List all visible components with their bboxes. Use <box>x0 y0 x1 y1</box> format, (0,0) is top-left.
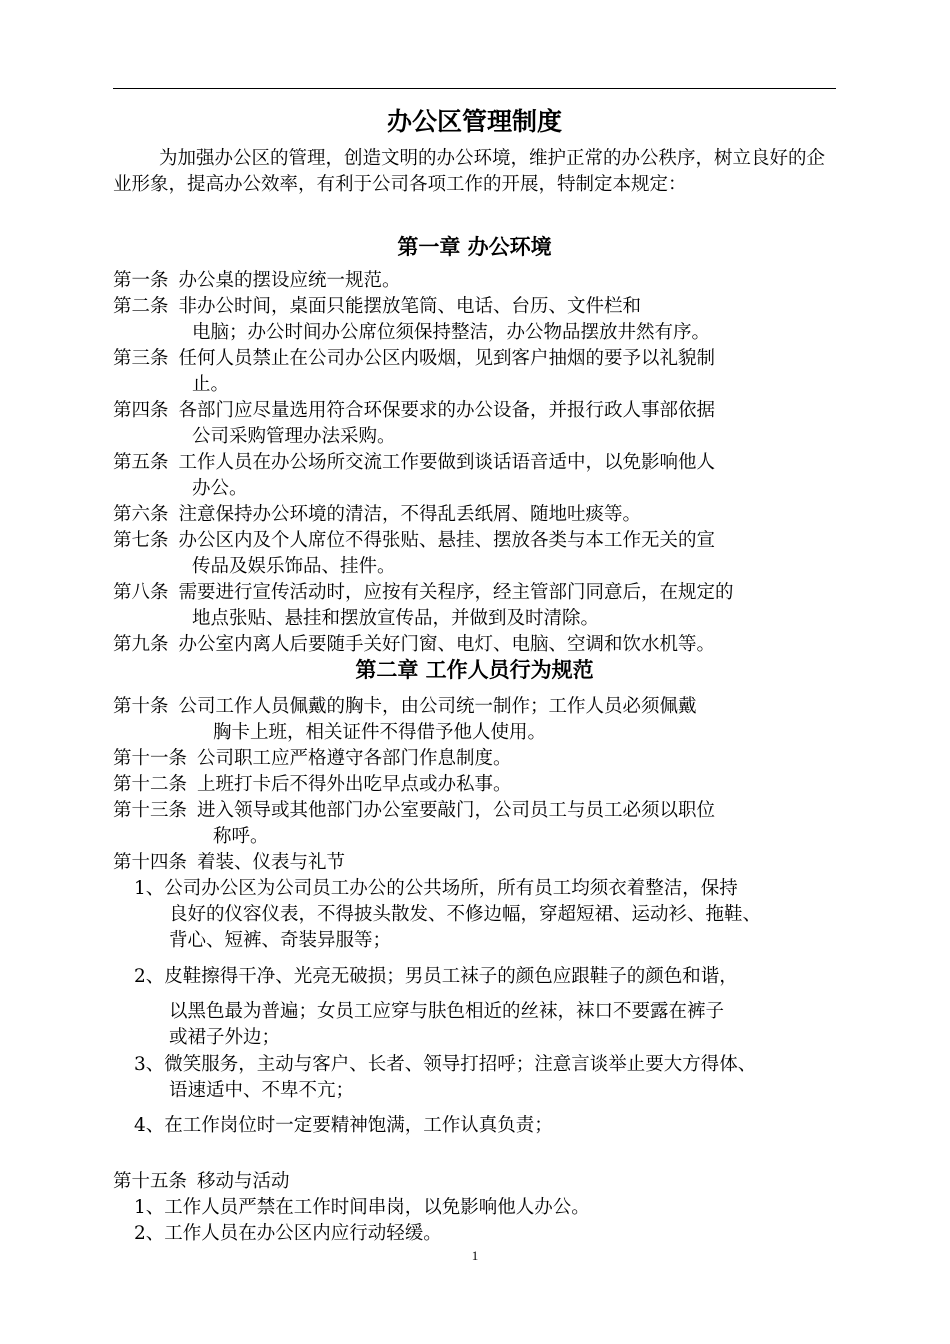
article-label: 第十条 <box>113 696 169 717</box>
article-text: 办公区内及个人席位不得张贴、悬挂、摆放各类与本工作无关的宣 <box>178 530 716 551</box>
article-text: 任何人员禁止在公司办公区内吸烟，见到客户抽烟的要予以礼貌制 <box>178 348 716 369</box>
article-label: 第十二条 <box>113 774 188 795</box>
item-text: 工作人员严禁在工作时间串岗，以免影响他人办公。 <box>164 1197 590 1218</box>
article-text: 着装、仪表与礼节 <box>197 852 346 873</box>
article-14-item-1 <box>134 876 738 902</box>
item-number: 2、 <box>134 1223 165 1244</box>
document-title: 办公区管理制度 <box>386 107 562 136</box>
item-number: 2、 <box>134 966 165 987</box>
article-15-item-1 <box>134 1195 590 1221</box>
article-2-cont: 电脑；办公时间办公席位须保持整洁，办公物品摆放井然有序。 <box>192 322 711 343</box>
article-label: 第三条 <box>113 348 169 369</box>
article-7 <box>113 528 715 554</box>
article-13 <box>113 798 715 824</box>
article-4 <box>113 398 715 424</box>
article-10 <box>113 694 697 720</box>
article-label: 第九条 <box>113 634 169 655</box>
article-label: 第八条 <box>113 582 169 603</box>
item-number: 1、 <box>134 1197 165 1218</box>
page-number: 1 <box>471 1248 479 1263</box>
article-text: 各部门应尽量选用符合环保要求的办公设备，并报行政人事部依据 <box>178 400 716 421</box>
article-13-cont: 称呼。 <box>213 826 269 847</box>
article-text: 上班打卡后不得外出吃早点或办私事。 <box>197 774 512 795</box>
article-text: 工作人员在办公场所交流工作要做到谈话语音适中，以免影响他人 <box>178 452 716 473</box>
article-14-item-2-cont: 或裙子外边； <box>169 1027 281 1048</box>
article-text: 办公桌的摆设应统一规范。 <box>178 270 401 291</box>
article-7-cont: 传品及娱乐饰品、挂件。 <box>192 556 396 577</box>
article-14-item-2 <box>134 964 738 990</box>
article-14-item-4 <box>134 1113 553 1139</box>
item-text: 皮鞋擦得干净、光亮无破损；男员工袜子的颜色应跟鞋子的颜色和谐， <box>164 966 738 987</box>
article-14-item-1-cont: 良好的仪容仪表，不得披头散发、不修边幅，穿超短裙、运动衫、拖鞋、 <box>169 904 762 925</box>
article-14-item-3 <box>134 1052 756 1078</box>
article-4-cont: 公司采购管理办法采购。 <box>192 426 396 447</box>
article-5-cont: 办公。 <box>192 478 248 499</box>
article-3 <box>113 346 715 372</box>
article-label: 第十一条 <box>113 748 188 769</box>
article-8-cont: 地点张贴、悬挂和摆放宣传品，并做到及时清除。 <box>192 608 600 629</box>
article-label: 第七条 <box>113 530 169 551</box>
article-11 <box>113 746 512 772</box>
article-14 <box>113 850 345 876</box>
item-number: 3、 <box>134 1054 165 1075</box>
item-number: 4、 <box>134 1115 165 1136</box>
article-label: 第四条 <box>113 400 169 421</box>
article-2 <box>113 294 641 320</box>
article-12 <box>113 772 512 798</box>
article-text: 公司工作人员佩戴的胸卡，由公司统一制作；工作人员必须佩戴 <box>178 696 697 717</box>
article-text: 需要进行宣传活动时，应按有关程序，经主管部门同意后，在规定的 <box>178 582 734 603</box>
item-number: 1、 <box>134 878 165 899</box>
chapter-2-title: 第二章 工作人员行为规范 <box>355 658 594 682</box>
item-text: 在工作岗位时一定要精神饱满，工作认真负责； <box>164 1115 553 1136</box>
article-label: 第六条 <box>113 504 169 525</box>
article-15 <box>113 1169 290 1195</box>
article-label: 第五条 <box>113 452 169 473</box>
article-14-item-3-cont: 语速适中、不卑不亢； <box>169 1080 355 1101</box>
article-text: 注意保持办公环境的清洁，不得乱丢纸屑、随地吐痰等。 <box>178 504 642 525</box>
article-text: 进入领导或其他部门办公室要敲门，公司员工与员工必须以职位 <box>197 800 716 821</box>
article-3-cont: 止。 <box>192 374 230 395</box>
article-10-cont: 胸卡上班，相关证件不得借予他人使用。 <box>213 722 547 743</box>
article-8 <box>113 580 734 606</box>
header-rule <box>113 88 836 89</box>
chapter-1-title: 第一章 办公环境 <box>397 235 552 259</box>
article-14-item-2-cont: 以黑色最为普遍；女员工应穿与肤色相近的丝袜，袜口不要露在裤子 <box>169 1001 725 1022</box>
item-text: 工作人员在办公区内应行动轻缓。 <box>164 1223 442 1244</box>
article-5 <box>113 450 715 476</box>
article-text: 办公室内离人后要随手关好门窗、电灯、电脑、空调和饮水机等。 <box>178 634 716 655</box>
article-15-item-2 <box>134 1221 442 1247</box>
article-label: 第十五条 <box>113 1171 188 1192</box>
item-text: 微笑服务，主动与客户、长者、领导打招呼；注意言谈举止要大方得体、 <box>164 1054 757 1075</box>
article-1 <box>113 268 401 294</box>
intro-paragraph: 为加强办公区的管理，创造文明的办公环境，维护正常的办公秩序，树立良好的企业形象，提高办公效率，有利于公司各项工作的开展，特制定本规定： <box>113 148 826 195</box>
article-label: 第十三条 <box>113 800 188 821</box>
article-label: 第二条 <box>113 296 169 317</box>
article-14-item-1-cont: 背心、短裤、奇装异服等； <box>169 930 392 951</box>
article-text: 移动与活动 <box>197 1171 290 1192</box>
article-text: 非办公时间，桌面只能摆放笔筒、电话、台历、文件栏和 <box>178 296 642 317</box>
item-text: 公司办公区为公司员工办公的公共场所，所有员工均须衣着整洁，保持 <box>164 878 738 899</box>
article-text: 公司职工应严格遵守各部门作息制度。 <box>197 748 512 769</box>
article-label: 第一条 <box>113 270 169 291</box>
article-label: 第十四条 <box>113 852 188 873</box>
article-6 <box>113 502 641 528</box>
